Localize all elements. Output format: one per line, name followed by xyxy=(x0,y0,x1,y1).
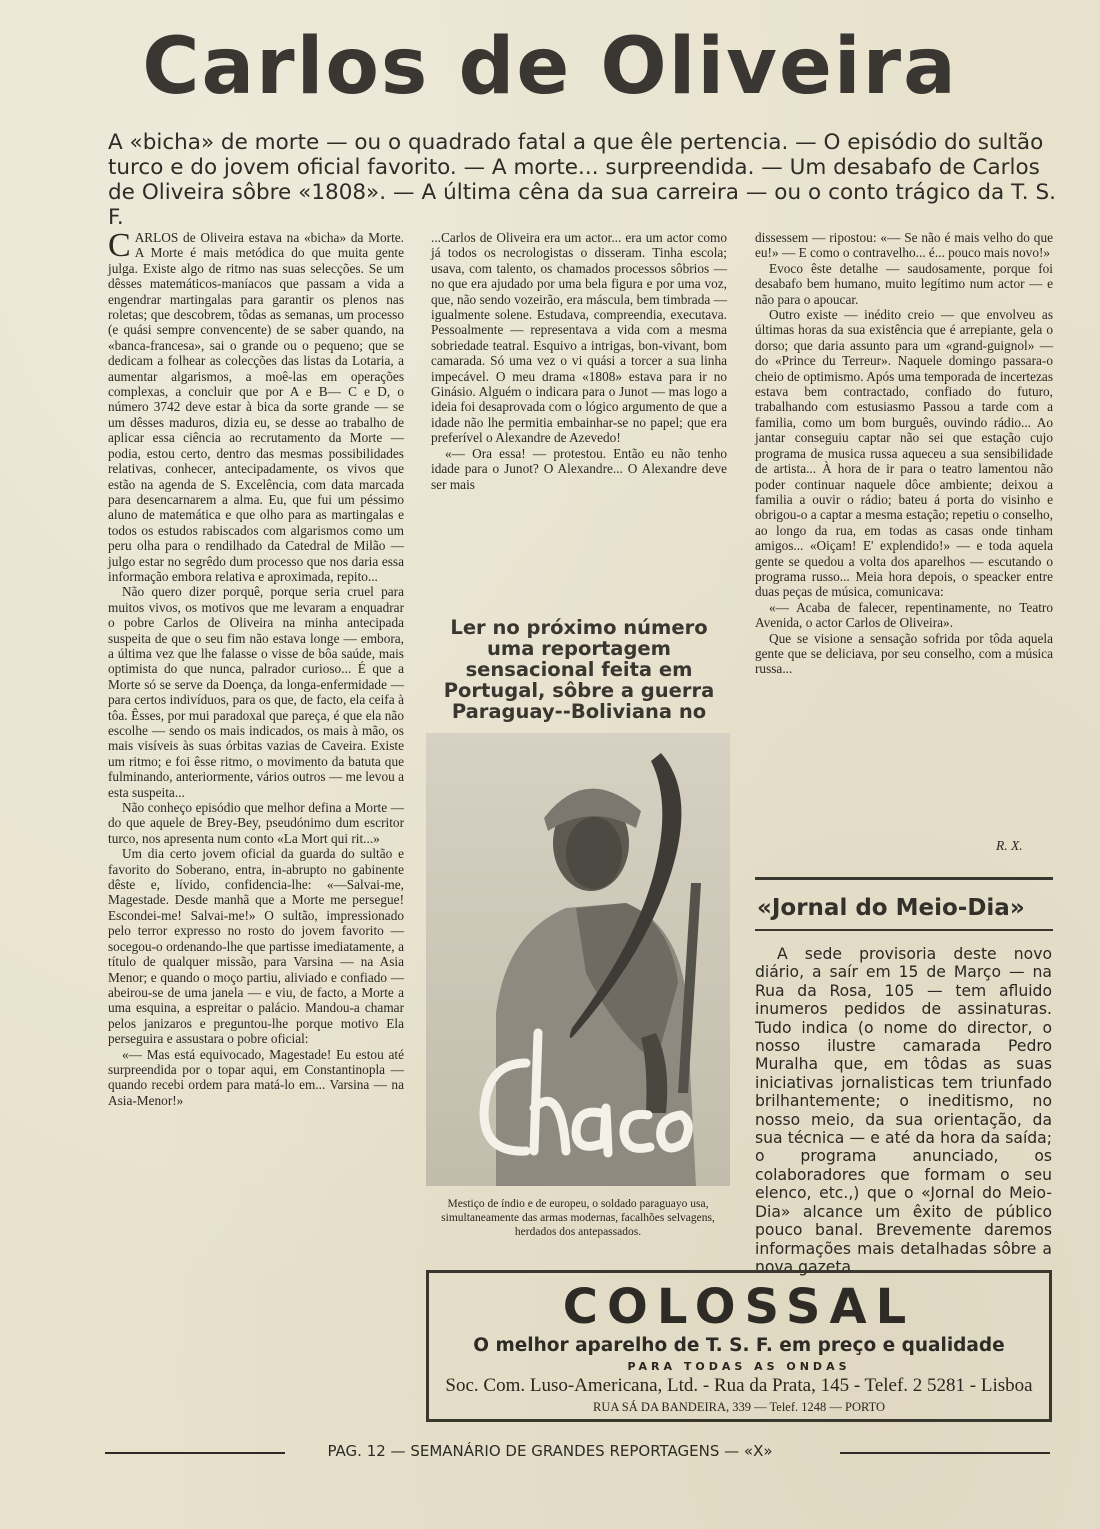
divider xyxy=(755,877,1053,880)
divider xyxy=(755,929,1053,931)
subtitle-line: de Oliveira sôbre «1808». — A última cêna da sua carreira — ou o conto trágico da T. S. F. xyxy=(108,180,1056,230)
column-left xyxy=(108,227,404,1108)
jornal-heading: «Jornal do Meio-Dia» xyxy=(757,895,1025,921)
ad-slogan: O melhor aparelho de T. S. F. em preço e qualidade xyxy=(473,1335,1005,1356)
paragraph: Outro existe — inédito creio — que envolveu as últimas horas da sua existência que é arrepiante, gela o dorso; que daria assunto para um «grand-guignol» — do «Prince du Terreur». Naquele domingo passara-o cheio de optimismo. Após uma temporada de incertezas estava bem contractado, confiado do futuro, trabalhando com estusiasmo Passou a tarde com a familia, como um bom burguês, ouvindo rádio... Ao jantar conseguiu captar não sei que estação cujo programa de musica russa aqueceu a sua sensibilidade de artista... À hora de ir para o teatro lamentou não poder continuar naquele dôce ambiente; deixou a familia a ouvir o rádio; bateu á porta do visinho e obrigou-o a captar a mesma estação; repetiu o conselho, ao longo da rua, em todas as casas onde tinham amigos... «Oiçam! E' explendido!» — e toda aquela gente se quedou a volta dos aparelhos — escutando o programa russo... Meia hora depois, o speacker entre duas peças de música, comunicava: xyxy=(755,307,1053,600)
ad-porto-address: RUA SÁ DA BANDEIRA, 339 — Telef. 1248 — PORTO xyxy=(592,1400,886,1414)
paragraph: A sede provisoria deste novo diário, a saír em 15 de Março — na Rua da Rosa, 105 — tem afluido inumeros pedidos de assinaturas. Tudo indica (o nome do director, o nosso ilustre camarada Pedro Muralha que, em tôdas as suas iniciativas jornalisticas tem triunfado brilhantemente; o ineditismo, no nosso meio, da sua orientação, da sua técnica — e até da hora da saída; o programa anunciado, os colaboradores que formam o seu elenco, etc.,) que o «Jornal do Meio-Dia» alcance um êxito de público pouco banal. Brevemente daremos informações mais detalhadas sôbre a nova gazeta. xyxy=(755,945,1052,1276)
paragraph: Um dia certo jovem oficial da guarda do sultão e favorito do Soberano, entra, in-abrupto no gabinente dêste e, lívido, confidencia-lhe: «—Salvai-me, Magestade. Desde manhã que a Morte me persegue! Escondei-me! Salvai-me!» O sultão, impressionado pelo terror expresso no rosto do jovem favorito — socegou-o ordenando-lhe que partisse imediatamente, a título de qualquer missão, para Varsina — na Asia Menor; e quando o moço partiu, aliviado e confiado — abeirou-se de uma janela — e viu, de facto, a Morte a uma esquina, a espreitar o palácio. Mandou-a chamar pelos janizaros e preguntou-lhe porque motivo Ela perseguira e assustara o pobre oficial: xyxy=(108,846,404,1047)
paragraph: ...Carlos de Oliveira era um actor... era um actor como já todos os necrologistas o disseram. Tinha escola; usava, com talento, os chamados processos sôbrios — no que era ajudado por uma bela figura e por uma voz, que, não sendo vozeirão, era máscula, bem timbrada — igualmente solene. Estudava, compreendia, executava. Pessoalmente — representava a vida com a mesma sobriedade teatral. Esquivo a intrigas, bon-vivant, bom camarada. Só uma vez o vi quási a torcer a sua linha impecável. O meu drama «1808» estava para ir no Ginásio. Alguém o indicara para o Junot — mas logo a ideia foi desaprovada com o lógico argumento de que a idade não lhe permitia embainhar-se no papel; que era preferível o Alexandre de Azevedo! xyxy=(431,230,727,446)
colossal-advertisement xyxy=(426,1270,1052,1422)
author-signature: R. X. xyxy=(996,838,1023,853)
ad-brand: COLOSSAL xyxy=(562,1279,916,1335)
paragraph: Não conheço episódio que melhor defina a Morte — do que aquele de Brey-Bey, pseudónimo dum escritor turco, nos apresenta num conto «La Mort qui rit...» xyxy=(108,800,404,846)
subtitle-line: turco e do jovem oficial favorito. — A morte... surpreendida. — Um desabafo de Carlos xyxy=(108,155,1040,180)
footer-rule xyxy=(840,1452,1050,1454)
next-issue-promo: Ler no próximo número uma reportagem sensacional feita em Portugal, sôbre a guerra Paraguay--Boliviana no xyxy=(443,616,715,723)
jornal-article xyxy=(755,945,1052,1276)
paragraph: Não quero dizer porquê, porque seria cruel para muitos vivos, os motivos que me levaram a enquadrar o pobre Carlos de Oliveira na minha antecipada suspeita de que o seu fim não estava longe — embora, a última vez que lhe falasse o visse de bôa saúde, mais optimista do que nunca, palrador curioso... É que a Morte só se serve da Doença, da longa-enfermidade — para certos indivíduos, para os que, de facto, ela ceifa à tôa. Êsses, por mui paradoxal que pareça, é que ela não escolhe — sendo os mais indicados, os mais à mão, os mais visíveis às suas órbitas vazias de Caveira. Existe um ritmo; e foi êsse ritmo, o movimento da batuta que fulminando, anteriormente, vários outros — me levou a esta suspeita... xyxy=(108,584,404,800)
page-footer: PAG. 12 — SEMANÁRIO DE GRANDES REPORTAGENS — «X» xyxy=(327,1442,773,1460)
paragraph: «— Acaba de falecer, repentinamente, no Teatro Avenida, o actor Carlos de Oliveira». xyxy=(755,599,1053,631)
soldier-photo xyxy=(426,733,730,1186)
paragraph: Que se visione a sensação sofrida por tôda aquela gente que se deliciava, por seu conselho, com a música russa... xyxy=(755,630,1053,677)
ad-company: Soc. Com. Luso-Americana, Ltd. - Rua da Prata, 145 - Telef. 2 5281 - Lisboa xyxy=(445,1375,1033,1396)
column-middle xyxy=(431,230,727,492)
ad-bands: PARA TODAS AS ONDAS xyxy=(627,1360,851,1373)
photo-caption: Mestiço de índio e de europeu, o soldado paraguayo usa, simultaneamente das armas modernas, facalhões selvagens, herdados dos antepassados. xyxy=(441,1198,715,1238)
article-title: Carlos de Oliveira xyxy=(142,22,958,112)
paragraph: «— Ora essa! — protestou. Então eu não tenho idade para o Junot? O Alexandre... O Alexandre deve ser mais xyxy=(431,445,727,492)
paragraph: dissessem — ripostou: «— Se não é mais velho do que eu!» — E como o contravelho... é... pouco mais novo!» xyxy=(755,230,1053,261)
article-subtitle xyxy=(108,130,1056,230)
soldier-illustration xyxy=(426,733,730,1186)
paragraph: Evoco êste detalhe — saudosamente, porque foi desabafo bem humano, muito legítimo num actor — e não para o apoucar. xyxy=(755,260,1053,307)
subtitle-line: A «bicha» de morte — ou o quadrado fatal a que êle pertencia. — O episódio do sultão xyxy=(108,130,1044,155)
drop-cap: C xyxy=(108,227,131,264)
column-right xyxy=(755,230,1053,677)
paragraph: «— Mas está equivocado, Magestade! Eu estou até surpreendida por o topar aqui, em Constantinopla — quando recebi ordem para matá-lo em... Varsina — na Asia-Menor!» xyxy=(108,1046,404,1108)
paragraph: CARLOS de Oliveira estava na «bicha» da Morte. A Morte é mais metódica do que muita gente julga. Existe algo de ritmo nas suas selecções. Se um dêsses matemáticos-maníacos que passam a vida a engendrar martingalas para garantir os plenos nas roletas; que descobrem, tôdas as semanas, um processo (e quási sempre convencente) de se saber quando, na «banca-francesa», sai o grande ou o pequeno; que se dedicam a folhear as colecções das listas da Lotaria, a aumentar algarismos, a moê-las em operações complexas, a concluir que por A e B— C e D, o número 3742 deve estar à bica da sorte grande — se um dêsses maduros, dizia eu, se desse ao trabalho de aplicar essa ciência ao recrutamento da Morte — podia, estou certo, dentro das mesmas possibilidades relativas, conhecer, antecipadamente, os vivos que estão na agenda de S. Excelência, com data marcada para desencarnarem a alma. Eu, que fui um péssimo aluno de matemática e que olho para as martingalas e todos os estudos rabiscados com algarismos como um peru olha para o rendilhado da Catedral de Milão — julgo estar no segrêdo dum processo que nos daria essa informação embora relativa e aproximada, repito... xyxy=(108,227,404,584)
